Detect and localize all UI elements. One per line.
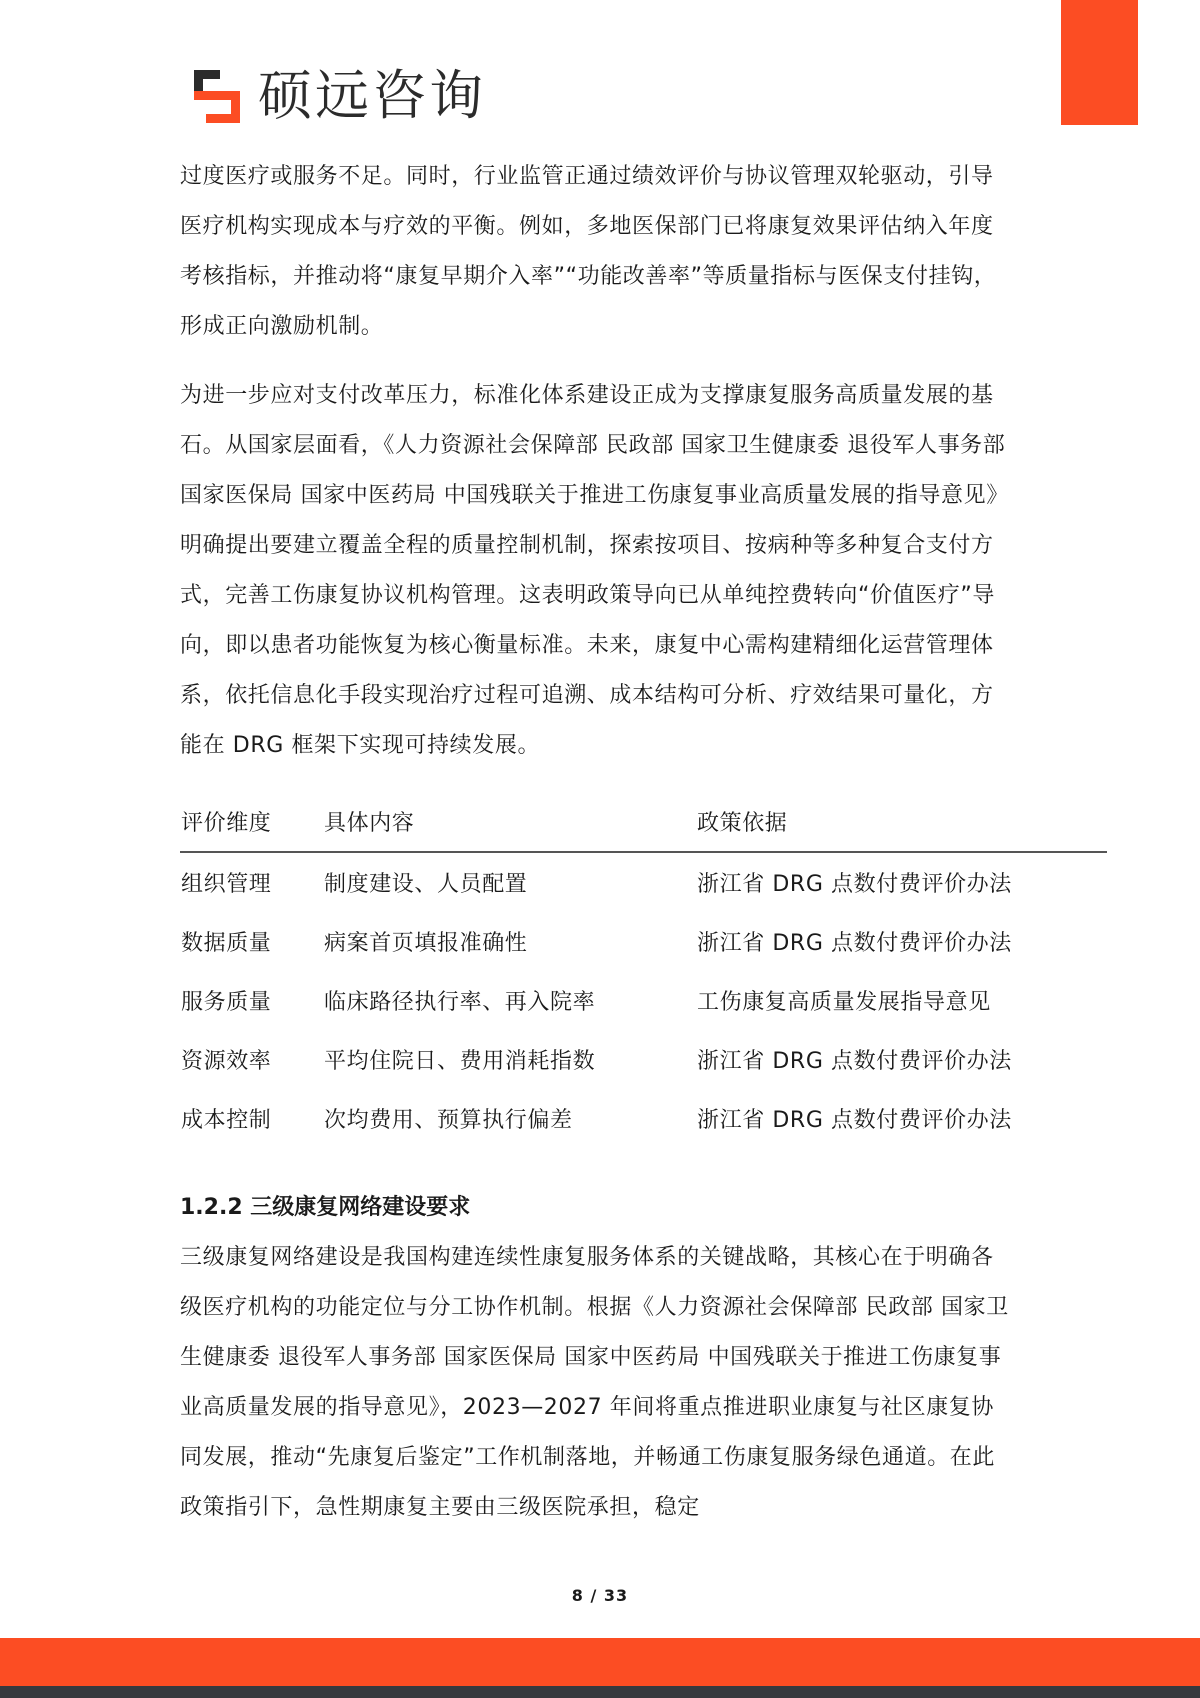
table-header-content: 具体内容 [323,791,696,852]
page-number: 8 / 33 [571,1586,629,1605]
table-cell-basis: 浙江省 DRG 点数付费评价办法 [697,931,1012,956]
table-cell-content: 平均住院日、费用消耗指数 [324,1049,596,1074]
body-paragraph-1: 过度医疗或服务不足。同时，行业监管正通过绩效评价与协议管理双轮驱动，引导医疗机构实现成本与疗效的平衡。例如，多地医保部门已将康复效果评估纳入年度考核指标，并推动将“康复早期介入率”“功能改善率”等质量指标与医保支付挂钩，形成正向激励机制。 [180,164,997,339]
footer-dark-strip [0,1686,1200,1698]
table-row [180,852,1107,912]
table-cell-basis: 浙江省 DRG 点数付费评价办法 [697,1049,1012,1074]
table-cell-dimension: 成本控制 [181,1108,272,1133]
logo-text: 硕远咨询 [258,64,486,127]
corner-accent-block [1061,0,1138,125]
table-cell-content: 病案首页填报准确性 [324,931,528,956]
table-header-dimension: 评价维度 [180,791,323,852]
logo-mark-icon [194,68,250,124]
table-cell-basis: 浙江省 DRG 点数付费评价办法 [697,1108,1012,1133]
section-heading: 1.2.2 三级康复网络建设要求 [180,1195,471,1220]
body-paragraph-2: 为进一步应对支付改革压力，标准化体系建设正成为支撑康复服务高质量发展的基石。从国家层面看，《人力资源社会保障部 民政部 国家卫生健康委 退役军人事务部 国家医保局 国家中医药局 中国残联关于推进工伤康复事业高质量发展的指导意见》明确提出要建立覆盖全程的质量控制机制，探索按项目、按病种等多种复合支付方式，完善工伤康复协议机构管理。这表明政策导向已从单纯控费转向“价值医疗”导向，即以患者功能恢复为核心衡量标准。未来，康复中心需构建精细化运营管理体系，依托信息化手段实现治疗过程可追溯、成本结构可分析、疗效结果可量化，方能在 DRG 框架下实现可持续发展。 [180,383,1009,758]
table-cell-dimension: 服务质量 [181,990,272,1015]
table-cell-content: 临床路径执行率、再入院率 [324,990,596,1015]
table-cell-dimension: 组织管理 [181,872,272,897]
company-logo [194,66,486,126]
table-cell-basis: 浙江省 DRG 点数付费评价办法 [697,872,1012,897]
table-header-basis: 政策依据 [696,791,1107,852]
evaluation-table [180,791,1107,1148]
table-cell-basis: 工伤康复高质量发展指导意见 [697,990,991,1015]
body-paragraph-3: 三级康复网络建设是我国构建连续性康复服务体系的关键战略，其核心在于明确各级医疗机构的功能定位与分工协作机制。根据《人力资源社会保障部 民政部 国家卫生健康委 退役军人事务部 国家医保局 国家中医药局 中国残联关于推进工伤康复事业高质量发展的指导意见》，2023—2027 年间将重点推进职业康复与社区康复协同发展，推动“先康复后鉴定”工作机制落地，并畅通工伤康复服务绿色通道。在此政策指引下，急性期康复主要由三级医院承担，稳定 [180,1245,1009,1520]
table-cell-dimension: 资源效率 [181,1049,272,1074]
table-cell-dimension: 数据质量 [181,931,272,956]
table-row [180,912,1107,971]
table-row [180,1030,1107,1089]
footer-accent-bar [0,1638,1200,1686]
table-row [180,1089,1107,1148]
table-row [180,971,1107,1030]
table-header-row [180,791,1107,852]
table-cell-content: 次均费用、预算执行偏差 [324,1108,573,1133]
table-cell-content: 制度建设、人员配置 [324,872,528,897]
